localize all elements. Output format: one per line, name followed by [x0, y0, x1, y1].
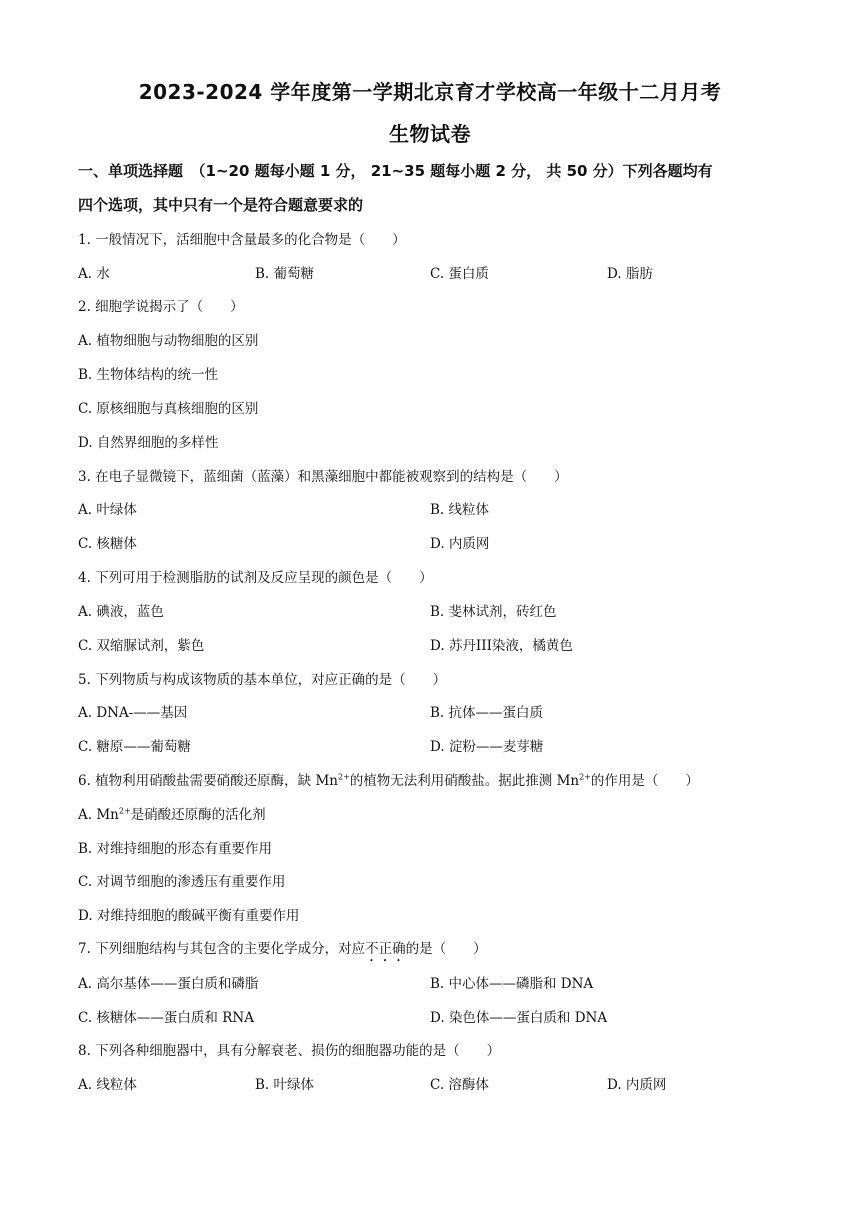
question-6-option-a: [78, 805, 266, 825]
question-4-option-a: A. 碘液，蓝色: [78, 604, 164, 620]
question-8-option-c: C. 溶酶体: [430, 1077, 489, 1093]
question-7-stem-part2: 的是（ ）: [405, 941, 487, 957]
question-7-emphasis-dotted: 不正确: [365, 941, 406, 957]
question-8-option-a: A. 线粒体: [78, 1077, 137, 1093]
question-8-option-b: B. 叶绿体: [255, 1077, 315, 1093]
question-6-stem: [78, 771, 699, 791]
question-7-stem-part1: 7. 下列细胞结构与其包含的主要化学成分，对应: [78, 941, 366, 957]
question-6-superscript-1: 2+: [337, 772, 350, 782]
question-2-option-c: C. 原核细胞与真核细胞的区别: [78, 401, 259, 417]
question-8-option-d: D. 内质网: [607, 1077, 667, 1093]
question-6-stem-part2: 的植物无法利用硝酸盐。据此推测 Mn: [349, 773, 580, 789]
question-6-option-a-superscript: 2+: [118, 806, 131, 816]
question-5-option-b: B. 抗体——蛋白质: [430, 705, 544, 721]
question-3-option-a: A. 叶绿体: [78, 502, 137, 518]
question-8-stem: 8. 下列各种细胞器中，具有分解衰老、损伤的细胞器功能的是（ ）: [78, 1043, 501, 1059]
exam-title: 2023-2024 学年度第一学期北京育才学校高一年级十二月月考: [138, 80, 722, 104]
question-6-option-c: C. 对调节细胞的渗透压有重要作用: [78, 874, 286, 890]
question-7-option-c: C. 核糖体——蛋白质和 RNA: [78, 1010, 254, 1026]
question-1-option-a: A. 水: [78, 266, 110, 282]
question-6-option-a-part2: 是硝酸还原酶的活化剂: [130, 807, 266, 823]
question-6-option-d: D. 对维持细胞的酸碱平衡有重要作用: [78, 908, 300, 924]
question-1-option-b: B. 葡萄糖: [255, 266, 315, 282]
question-3-option-c: C. 核糖体: [78, 536, 137, 552]
question-6-stem-part3: 的作用是（ ）: [590, 773, 699, 789]
question-3-option-d: D. 内质网: [430, 536, 490, 552]
question-5-stem: 5. 下列物质与构成该物质的基本单位，对应正确的是（ ）: [78, 672, 447, 688]
question-4-stem: 4. 下列可用于检测脂肪的试剂及反应呈现的颜色是（ ）: [78, 570, 433, 586]
question-4-option-b: B. 斐林试剂，砖红色: [430, 604, 557, 620]
question-7-stem: [78, 939, 487, 965]
question-6-option-b: B. 对维持细胞的形态有重要作用: [78, 841, 273, 857]
question-2-option-a: A. 植物细胞与动物细胞的区别: [78, 333, 259, 349]
section-instruction-line1: 一、单项选择题 （1~20 题每小题 1 分， 21~35 题每小题 2 分， 共 50 分）下列各题均有: [78, 162, 713, 180]
question-2-option-d: D. 自然界细胞的多样性: [78, 435, 219, 451]
question-3-stem: 3. 在电子显微镜下，蓝细菌（蓝藻）和黑藻细胞中都能被观察到的结构是（ ）: [78, 469, 568, 485]
question-5-option-a: A. DNA-——基因: [78, 705, 188, 721]
question-4-option-d: D. 苏丹III染液，橘黄色: [430, 638, 573, 654]
question-2-stem: 2. 细胞学说揭示了（ ）: [78, 299, 244, 315]
section-instruction-line2: 四个选项，其中只有一个是符合题意要求的: [78, 196, 364, 214]
question-1-option-c: C. 蛋白质: [430, 266, 489, 282]
question-7-option-b: B. 中心体——磷脂和 DNA: [430, 976, 594, 992]
question-6-superscript-2: 2+: [579, 772, 591, 782]
question-1-stem: 1. 一般情况下，活细胞中含量最多的化合物是（ ）: [78, 232, 406, 248]
question-1-option-d: D. 脂肪: [607, 266, 653, 282]
question-7-option-a: A. 高尔基体——蛋白质和磷脂: [78, 976, 259, 992]
question-5-option-c: C. 糖原——葡萄糖: [78, 739, 191, 755]
question-2-option-b: B. 生物体结构的统一性: [78, 367, 219, 383]
question-6-stem-part1: 6. 植物利用硝酸盐需要硝酸还原酶，缺 Mn: [78, 773, 338, 789]
question-6-option-a-part1: A. Mn: [78, 807, 119, 823]
exam-subtitle: 生物试卷: [389, 122, 471, 146]
question-4-option-c: C. 双缩脲试剂，紫色: [78, 638, 205, 654]
question-3-option-b: B. 线粒体: [430, 502, 490, 518]
question-5-option-d: D. 淀粉——麦芽糖: [430, 739, 544, 755]
question-7-option-d: D. 染色体——蛋白质和 DNA: [430, 1010, 608, 1026]
